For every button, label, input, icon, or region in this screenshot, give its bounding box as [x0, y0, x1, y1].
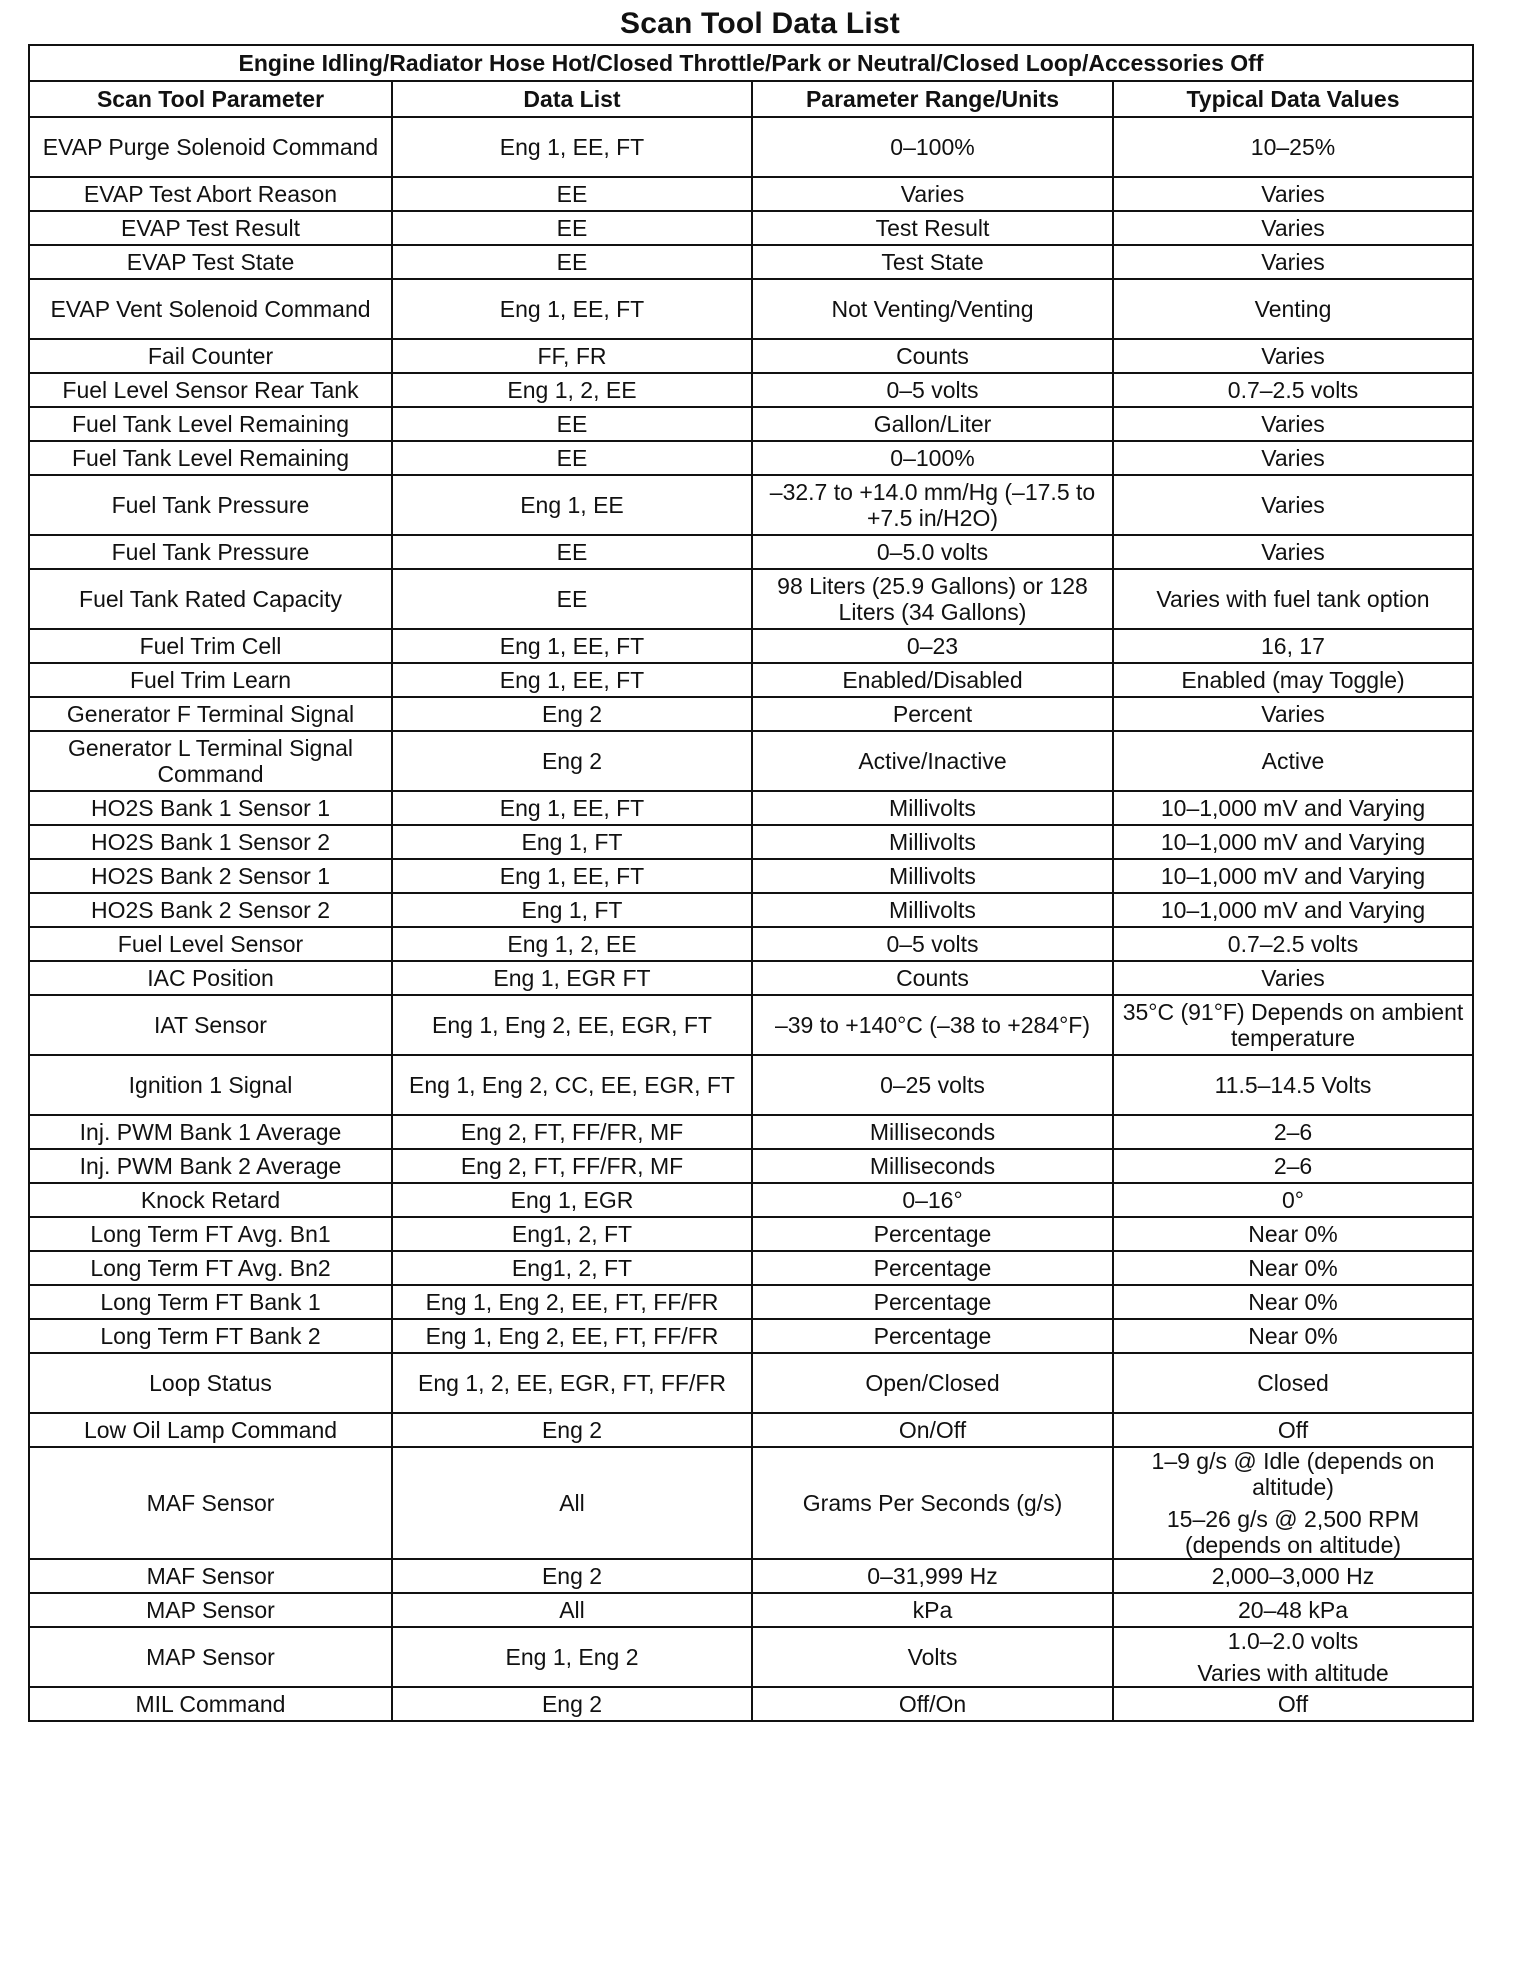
data-list-cell: Eng1, 2, FT	[392, 1217, 752, 1251]
typical-cell: 16, 17	[1113, 629, 1473, 663]
typical-cell: 10–1,000 mV and Varying	[1113, 859, 1473, 893]
range-cell: Counts	[752, 961, 1113, 995]
range-cell: Counts	[752, 339, 1113, 373]
param-cell: Fuel Level Sensor	[29, 927, 392, 961]
table-row	[29, 373, 1473, 407]
typical-cell: Active	[1113, 731, 1473, 791]
param-cell: MAP Sensor	[29, 1593, 392, 1627]
param-cell: Fuel Tank Level Remaining	[29, 441, 392, 475]
range-cell: Off/On	[752, 1687, 1113, 1721]
table-row	[29, 697, 1473, 731]
data-list-cell: Eng 1, EE, FT	[392, 629, 752, 663]
param-cell: HO2S Bank 1 Sensor 2	[29, 825, 392, 859]
param-cell: MAF Sensor	[29, 1559, 392, 1593]
param-cell: Fuel Trim Learn	[29, 663, 392, 697]
typical-cell: Varies	[1113, 339, 1473, 373]
range-cell: 0–100%	[752, 117, 1113, 177]
data-list-cell: Eng 1, FT	[392, 893, 752, 927]
range-cell: Open/Closed	[752, 1353, 1113, 1413]
typical-cell: Venting	[1113, 279, 1473, 339]
data-list-cell: Eng 1, 2, EE, EGR, FT, FF/FR	[392, 1353, 752, 1413]
typical-cell: Varies	[1113, 407, 1473, 441]
data-list-cell: Eng 1, EE, FT	[392, 279, 752, 339]
param-cell: Ignition 1 Signal	[29, 1055, 392, 1115]
range-cell: Milliseconds	[752, 1115, 1113, 1149]
typical-cell: 0.7–2.5 volts	[1113, 373, 1473, 407]
typical-cell: 10–1,000 mV and Varying	[1113, 825, 1473, 859]
range-cell: Percent	[752, 697, 1113, 731]
typical-cell: Varies	[1113, 177, 1473, 211]
table-row	[29, 1559, 1473, 1593]
typical-cell: Near 0%	[1113, 1285, 1473, 1319]
data-list-cell: All	[392, 1593, 752, 1627]
data-list-cell: EE	[392, 245, 752, 279]
param-cell: Fail Counter	[29, 339, 392, 373]
range-cell: 0–25 volts	[752, 1055, 1113, 1115]
range-cell: Percentage	[752, 1251, 1113, 1285]
param-cell: HO2S Bank 2 Sensor 1	[29, 859, 392, 893]
table-row	[29, 1353, 1473, 1413]
typical-cell	[1113, 1627, 1473, 1687]
range-cell: 0–23	[752, 629, 1113, 663]
typical-value-volts: 1.0–2.0 volts	[1227, 1628, 1359, 1654]
table-row	[29, 1251, 1473, 1285]
range-cell: Gallon/Liter	[752, 407, 1113, 441]
typical-cell: Near 0%	[1113, 1319, 1473, 1353]
typical-cell: 2–6	[1113, 1115, 1473, 1149]
range-cell: 0–31,999 Hz	[752, 1559, 1113, 1593]
typical-cell: Varies	[1113, 245, 1473, 279]
typical-cell: 11.5–14.5 Volts	[1113, 1055, 1473, 1115]
param-cell: EVAP Test Abort Reason	[29, 177, 392, 211]
table-row	[29, 1217, 1473, 1251]
typical-cell: Enabled (may Toggle)	[1113, 663, 1473, 697]
range-cell: –32.7 to +14.0 mm/Hg (–17.5 to +7.5 in/H2O)	[752, 475, 1113, 535]
data-list-cell: Eng 1, Eng 2, EE, FT, FF/FR	[392, 1285, 752, 1319]
range-cell: Percentage	[752, 1217, 1113, 1251]
param-cell: EVAP Test Result	[29, 211, 392, 245]
table-row	[29, 441, 1473, 475]
data-list-cell: Eng 2	[392, 1559, 752, 1593]
range-cell: Percentage	[752, 1285, 1113, 1319]
data-list-cell: Eng 2, FT, FF/FR, MF	[392, 1149, 752, 1183]
param-cell: Fuel Tank Pressure	[29, 535, 392, 569]
range-cell: Volts	[752, 1627, 1113, 1687]
operating-condition: Engine Idling/Radiator Hose Hot/Closed Throttle/Park or Neutral/Closed Loop/Accessories Off	[29, 45, 1473, 81]
range-cell: Active/Inactive	[752, 731, 1113, 791]
param-cell: IAT Sensor	[29, 995, 392, 1055]
column-header: Parameter Range/Units	[752, 81, 1113, 117]
table-row	[29, 475, 1473, 535]
range-cell: Milliseconds	[752, 1149, 1113, 1183]
param-cell: Long Term FT Avg. Bn1	[29, 1217, 392, 1251]
param-cell: Inj. PWM Bank 1 Average	[29, 1115, 392, 1149]
range-cell: 0–5 volts	[752, 373, 1113, 407]
range-cell: On/Off	[752, 1413, 1113, 1447]
typical-cell: 2,000–3,000 Hz	[1113, 1559, 1473, 1593]
range-cell: Test State	[752, 245, 1113, 279]
table-row	[29, 535, 1473, 569]
table-row	[29, 1149, 1473, 1183]
param-cell: MIL Command	[29, 1687, 392, 1721]
param-cell: Generator L Terminal Signal Command	[29, 731, 392, 791]
range-cell: 0–5.0 volts	[752, 535, 1113, 569]
typical-cell: Varies	[1113, 535, 1473, 569]
table-row	[29, 927, 1473, 961]
typical-cell: 0°	[1113, 1183, 1473, 1217]
column-header: Data List	[392, 81, 752, 117]
param-cell: Low Oil Lamp Command	[29, 1413, 392, 1447]
param-cell: Knock Retard	[29, 1183, 392, 1217]
typical-cell: Near 0%	[1113, 1217, 1473, 1251]
typical-cell: Varies	[1113, 475, 1473, 535]
typical-cell: Varies	[1113, 697, 1473, 731]
table-row	[29, 1447, 1473, 1559]
condition-row	[29, 45, 1473, 81]
table-row	[29, 995, 1473, 1055]
data-list-cell: EE	[392, 407, 752, 441]
typical-cell: 35°C (91°F) Depends on ambient temperature	[1113, 995, 1473, 1055]
table-row	[29, 629, 1473, 663]
table-row	[29, 1319, 1473, 1353]
typical-cell: 2–6	[1113, 1149, 1473, 1183]
header-row	[29, 81, 1473, 117]
typical-cell: Near 0%	[1113, 1251, 1473, 1285]
table-row	[29, 893, 1473, 927]
data-list-cell: Eng 1, 2, EE	[392, 373, 752, 407]
data-list-cell: EE	[392, 177, 752, 211]
data-list-cell: Eng 1, Eng 2, EE, EGR, FT	[392, 995, 752, 1055]
table-row	[29, 1413, 1473, 1447]
data-list-cell: Eng 1, EE, FT	[392, 117, 752, 177]
range-cell: Test Result	[752, 211, 1113, 245]
table-row	[29, 1285, 1473, 1319]
data-list-cell: All	[392, 1447, 752, 1559]
param-cell: Fuel Trim Cell	[29, 629, 392, 663]
param-cell: Fuel Tank Rated Capacity	[29, 569, 392, 629]
data-list-cell: Eng 1, EGR FT	[392, 961, 752, 995]
param-cell: Fuel Tank Pressure	[29, 475, 392, 535]
param-cell: EVAP Vent Solenoid Command	[29, 279, 392, 339]
typical-cell: 20–48 kPa	[1113, 1593, 1473, 1627]
range-cell: Millivolts	[752, 825, 1113, 859]
table-row	[29, 663, 1473, 697]
range-cell: Enabled/Disabled	[752, 663, 1113, 697]
range-cell: Millivolts	[752, 791, 1113, 825]
range-cell: –39 to +140°C (–38 to +284°F)	[752, 995, 1113, 1055]
table-row	[29, 245, 1473, 279]
range-cell: 0–5 volts	[752, 927, 1113, 961]
data-list-cell: EE	[392, 211, 752, 245]
table-row	[29, 1593, 1473, 1627]
table-row	[29, 961, 1473, 995]
range-cell: Varies	[752, 177, 1113, 211]
data-list-cell: FF, FR	[392, 339, 752, 373]
param-cell: MAF Sensor	[29, 1447, 392, 1559]
param-cell: Long Term FT Bank 2	[29, 1319, 392, 1353]
range-cell: 0–100%	[752, 441, 1113, 475]
table-row	[29, 1627, 1473, 1687]
typical-cell: Varies with fuel tank option	[1113, 569, 1473, 629]
param-cell: HO2S Bank 1 Sensor 1	[29, 791, 392, 825]
data-list-cell: Eng 1, EE, FT	[392, 791, 752, 825]
param-cell: EVAP Test State	[29, 245, 392, 279]
param-cell: Long Term FT Bank 1	[29, 1285, 392, 1319]
table-row	[29, 407, 1473, 441]
data-list-cell: Eng1, 2, FT	[392, 1251, 752, 1285]
param-cell: EVAP Purge Solenoid Command	[29, 117, 392, 177]
typical-cell: Varies	[1113, 211, 1473, 245]
range-cell: Millivolts	[752, 859, 1113, 893]
data-list-cell: Eng 1, EE	[392, 475, 752, 535]
data-list-cell: EE	[392, 535, 752, 569]
table-row	[29, 1055, 1473, 1115]
data-list-cell: Eng 2	[392, 1687, 752, 1721]
data-list-cell: Eng 2	[392, 731, 752, 791]
table-row	[29, 177, 1473, 211]
data-list-cell: Eng 1, FT	[392, 825, 752, 859]
column-header: Typical Data Values	[1113, 81, 1473, 117]
data-list-cell: Eng 2, FT, FF/FR, MF	[392, 1115, 752, 1149]
param-cell: IAC Position	[29, 961, 392, 995]
data-list-cell: Eng 1, Eng 2	[392, 1627, 752, 1687]
param-cell: MAP Sensor	[29, 1627, 392, 1687]
typical-cell: 10–1,000 mV and Varying	[1113, 893, 1473, 927]
column-header: Scan Tool Parameter	[29, 81, 392, 117]
param-cell: Fuel Level Sensor Rear Tank	[29, 373, 392, 407]
typical-cell: 10–25%	[1113, 117, 1473, 177]
data-list-cell: Eng 1, EE, FT	[392, 663, 752, 697]
range-cell: Not Venting/Venting	[752, 279, 1113, 339]
range-cell: 98 Liters (25.9 Gallons) or 128 Liters (34 Gallons)	[752, 569, 1113, 629]
table-row	[29, 211, 1473, 245]
data-list-cell: Eng 1, EE, FT	[392, 859, 752, 893]
typical-cell: Off	[1113, 1413, 1473, 1447]
range-cell: Percentage	[752, 1319, 1113, 1353]
param-cell: HO2S Bank 2 Sensor 2	[29, 893, 392, 927]
typical-cell: 10–1,000 mV and Varying	[1113, 791, 1473, 825]
typical-cell: Closed	[1113, 1353, 1473, 1413]
table-row	[29, 117, 1473, 177]
typical-value-idle: 1–9 g/s @ Idle (depends on altitude)	[1151, 1448, 1435, 1500]
param-cell: Generator F Terminal Signal	[29, 697, 392, 731]
table-row	[29, 859, 1473, 893]
page-title: Scan Tool Data List	[620, 7, 900, 40]
range-cell: Millivolts	[752, 893, 1113, 927]
data-list-cell: Eng 1, Eng 2, EE, FT, FF/FR	[392, 1319, 752, 1353]
table-row	[29, 1115, 1473, 1149]
typical-cell: 0.7–2.5 volts	[1113, 927, 1473, 961]
data-list-cell: EE	[392, 441, 752, 475]
data-list-cell: EE	[392, 569, 752, 629]
data-list-cell: Eng 1, Eng 2, CC, EE, EGR, FT	[392, 1055, 752, 1115]
table-row	[29, 825, 1473, 859]
typical-value-note: Varies with altitude	[1197, 1660, 1389, 1686]
data-list-cell: Eng 1, EGR	[392, 1183, 752, 1217]
table-row	[29, 731, 1473, 791]
typical-cell	[1113, 1447, 1473, 1559]
table-row	[29, 569, 1473, 629]
range-cell: Grams Per Seconds (g/s)	[752, 1447, 1113, 1559]
param-cell: Loop Status	[29, 1353, 392, 1413]
data-list-cell: Eng 2	[392, 697, 752, 731]
data-list-cell: Eng 2	[392, 1413, 752, 1447]
table-row	[29, 1183, 1473, 1217]
typical-cell: Varies	[1113, 961, 1473, 995]
typical-value-2500rpm: 15–26 g/s @ 2,500 RPM (depends on altitude)	[1166, 1506, 1420, 1558]
table-row	[29, 791, 1473, 825]
data-list-cell: Eng 1, 2, EE	[392, 927, 752, 961]
typical-cell: Off	[1113, 1687, 1473, 1721]
typical-cell: Varies	[1113, 441, 1473, 475]
range-cell: kPa	[752, 1593, 1113, 1627]
table-row	[29, 1687, 1473, 1721]
range-cell: 0–16°	[752, 1183, 1113, 1217]
table-row	[29, 339, 1473, 373]
param-cell: Long Term FT Avg. Bn2	[29, 1251, 392, 1285]
table-row	[29, 279, 1473, 339]
scan-tool-data-table	[28, 44, 1474, 1722]
param-cell: Inj. PWM Bank 2 Average	[29, 1149, 392, 1183]
param-cell: Fuel Tank Level Remaining	[29, 407, 392, 441]
